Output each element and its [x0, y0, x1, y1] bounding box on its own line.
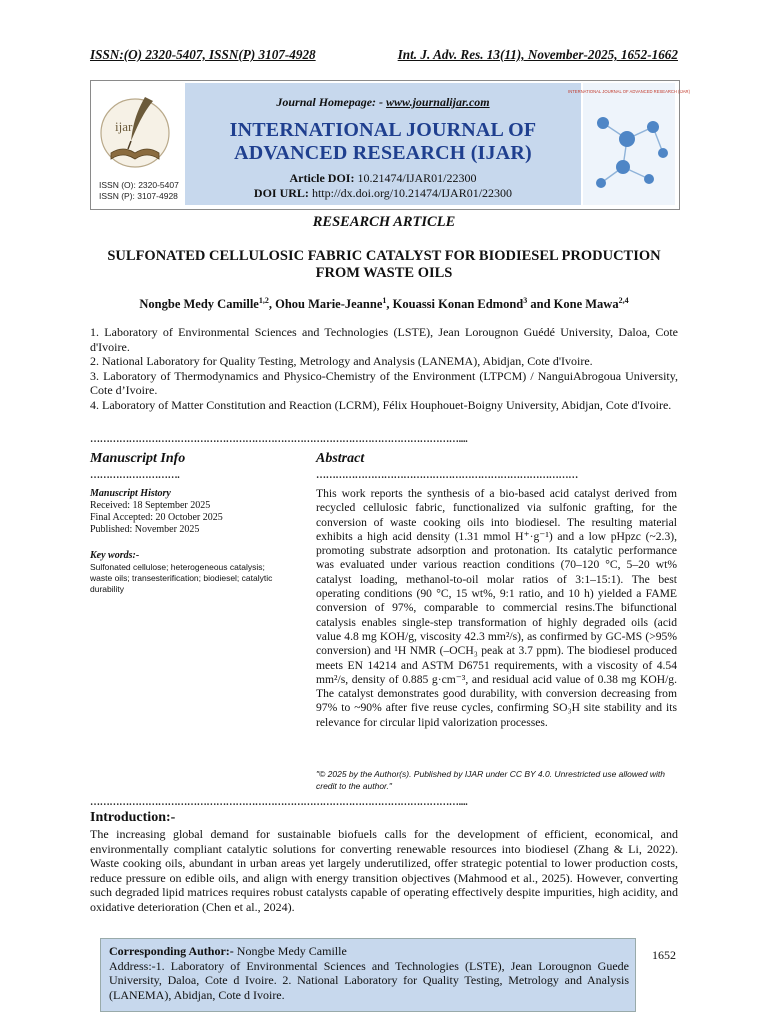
- abstract-text: This work reports the synthesis of a bio-based acid catalyst derived from recycled cellulosic fabric, functionalized via sulfonic grafting, for the conversion of waste cooking oils into biodiesel. The resulting material exhibits a high acid density (1.31 mmol H⁺·g⁻¹) and a low pHpzc (~2.3), promoting substrate adsorption and protonation. Its catalytic performance was evaluated under various reaction conditions (70–120 °C, 5–20 wt% catalyst loading, methanol-to-oil molar ratios of 3:1–15:1). The best operating conditions (90 °C, 15 wt%, 9:1 ratio, and 10 h) yielded a FAME conversion of 97%, comparable to commercial resins.The bifunctional catalysis enables single-step transformation of highly degraded oils (acid value 4.8 mg KOH/g, viscosity 42.3 mm²/s), as confirmed by GC-MS (>95% conversion) and ¹H NMR (–OCH₃ peak at 3.7 ppm). The biodiesel produced meets EN 14214 and ASTM D6751 requirements, with a viscosity of 4.54 mm²/s, density of 0.885 g·cm⁻³, and residual acid value of 0.38 mg KOH/g. The catalyst demonstrates good durability, with conversion decreasing from 97% to ~90% after five reuse cycles, confirming SO₃H site stability and its relevance for circular lipid valorization processes.: [316, 487, 677, 729]
- homepage-label: Journal Homepage: -: [276, 95, 387, 109]
- article-type: RESEARCH ARTICLE: [312, 214, 456, 230]
- author-separator: ,: [386, 297, 393, 312]
- doi-label: Article DOI:: [289, 171, 358, 185]
- issn-block: [99, 180, 179, 202]
- corresponding-label: Corresponding Author:-: [109, 944, 234, 958]
- affiliation: 2. National Laboratory for Quality Testing, Metrology and Analysis (LANEMA), Abidjan, Cote d'Ivoire.: [90, 354, 593, 368]
- paper-title-line1: SULFONATED CELLULOSIC FABRIC CATALYST FOR BIODIESEL PRODUCTION: [107, 248, 661, 264]
- journal-title-line2: ADVANCED RESEARCH (IJAR): [234, 142, 532, 164]
- manuscript-history-label: Manuscript History: [90, 488, 171, 499]
- introduction-text: The increasing global demand for sustainable biofuels calls for the development of efficient, economical, and environmentally compliant catalytic solutions for converting renewable resources into biodiesel (Zhang & Li, 2022). Waste cooking oils, abundant in urban areas yet largely underutilized, offer strategic potential to lower production costs, reduce pressure on edible oils, and align with energy transition objectives (Mahmood et al., 2025). However, converting such degraded lipid matrices requires robust catalysts capable of operating effectively despite impurities, high acidity, and oxidative deterioration (Chen et al., 2024).: [90, 827, 678, 914]
- logo-text: ijar: [115, 119, 133, 134]
- affiliation: 1. Laboratory of Environmental Sciences and Technologies (LSTE), Jean Lorougnon Guédé University, Daloa, Cote d'Ivoire.: [90, 325, 678, 354]
- homepage-link[interactable]: www.journalijar.com: [386, 95, 490, 109]
- author: Ohou Marie-Jeanne: [275, 297, 383, 312]
- corresponding-author-box: [100, 938, 636, 1012]
- corresponding-address: Address:-1. Laboratory of Environmental Sciences and Technologies (LSTE), Jean Lorougnon Guede University, Daloa, Cote d Ivoire. 2. National Laboratory for Quality Testing, Metrology and Analysis (LANEMA), Abidjan, Cote d Ivoire.: [109, 958, 629, 1002]
- manuscript-info: [90, 488, 285, 595]
- author-affil-sup: 1,2: [258, 296, 269, 305]
- author-list: [90, 296, 678, 312]
- affiliation: 4. Laboratory of Matter Constitution and Reaction (LCRM), Félix Houphouet-Boigny University, Abidjan, Cote d'Ivoire.: [90, 397, 672, 412]
- author-separator: ,: [268, 297, 276, 312]
- author-separator: and: [527, 297, 554, 312]
- keywords-label: Key words:-: [90, 550, 140, 561]
- introduction-heading: Introduction:-: [90, 810, 176, 825]
- doi-url-label: DOI URL:: [253, 186, 312, 200]
- author-affil-sup: 2,4: [618, 296, 629, 305]
- affiliations: [90, 325, 678, 412]
- issn-online: ISSN (O): 2320-5407: [99, 180, 179, 190]
- journal-title: [185, 119, 581, 165]
- banner-center: [185, 83, 581, 205]
- journal-homepage: [185, 95, 581, 110]
- accepted-date: Final Accepted: 20 October 2025: [90, 512, 223, 523]
- doi-value: 10.21474/IJAR01/22300: [357, 171, 477, 185]
- journal-citation: Int. J. Adv. Res. 13(11), November-2025, 1652-1662: [397, 47, 678, 62]
- dotted-divider-bottom: ……………………………………………………………………………………………………....: [90, 797, 468, 808]
- paper-title: [90, 248, 678, 282]
- author: Kone Mawa: [553, 297, 619, 312]
- license-note: "© 2025 by the Author(s). Published by IJAR under CC BY 4.0. Unrestricted use allowed with credit to the author.": [316, 769, 665, 791]
- molecule-cover-icon: [568, 83, 690, 205]
- cover-title: INTERNATIONAL JOURNAL OF ADVANCED RESEARCH (IJAR): [568, 89, 690, 94]
- dotted-divider-left: ……………………….: [90, 470, 180, 481]
- author-affil-sup: 1: [382, 296, 387, 305]
- paper-title-line2: FROM WASTE OILS: [315, 265, 453, 281]
- abstract-heading: Abstract: [316, 451, 365, 466]
- doi-block: [185, 171, 581, 201]
- keywords: Sulfonated cellulose; heterogeneous catalysis; waste oils; transesterification; biodiesel; catalytic durability: [90, 562, 273, 594]
- affiliation: 3. Laboratory of Thermodynamics and Physico-Chemistry of the Environment (LTPCM) / NanguiAbrogoua University, Cote d’Ivoire.: [90, 368, 678, 397]
- corresponding-name: Nongbe Medy Camille: [233, 944, 347, 958]
- author-affil-sup: 3: [523, 296, 528, 305]
- manuscript-info-heading: Manuscript Info: [90, 451, 186, 466]
- author: Kouassi Konan Edmond: [392, 297, 524, 312]
- dotted-divider: ……………………………………………………………………………………………………....: [90, 434, 468, 445]
- doi-url[interactable]: http://dx.doi.org/10.21474/IJAR01/22300: [311, 186, 513, 200]
- published-date: Published: November 2025: [90, 524, 200, 535]
- page-number: 1652: [652, 948, 676, 962]
- dotted-divider-right: ………………………………………………………………………: [316, 470, 578, 481]
- author: Nongbe Medy Camille: [139, 297, 259, 312]
- journal-banner: [90, 80, 690, 210]
- running-header: [90, 47, 678, 63]
- journal-cover-image: [568, 83, 690, 205]
- received-date: Received: 18 September 2025: [90, 500, 211, 511]
- ijar-logo: [93, 83, 183, 205]
- journal-title-line1: INTERNATIONAL JOURNAL OF: [229, 119, 537, 141]
- issn-line-left: ISSN:(O) 2320-5407, ISSN(P) 3107-4928: [90, 47, 316, 62]
- issn-print: ISSN (P): 3107-4928: [99, 191, 178, 201]
